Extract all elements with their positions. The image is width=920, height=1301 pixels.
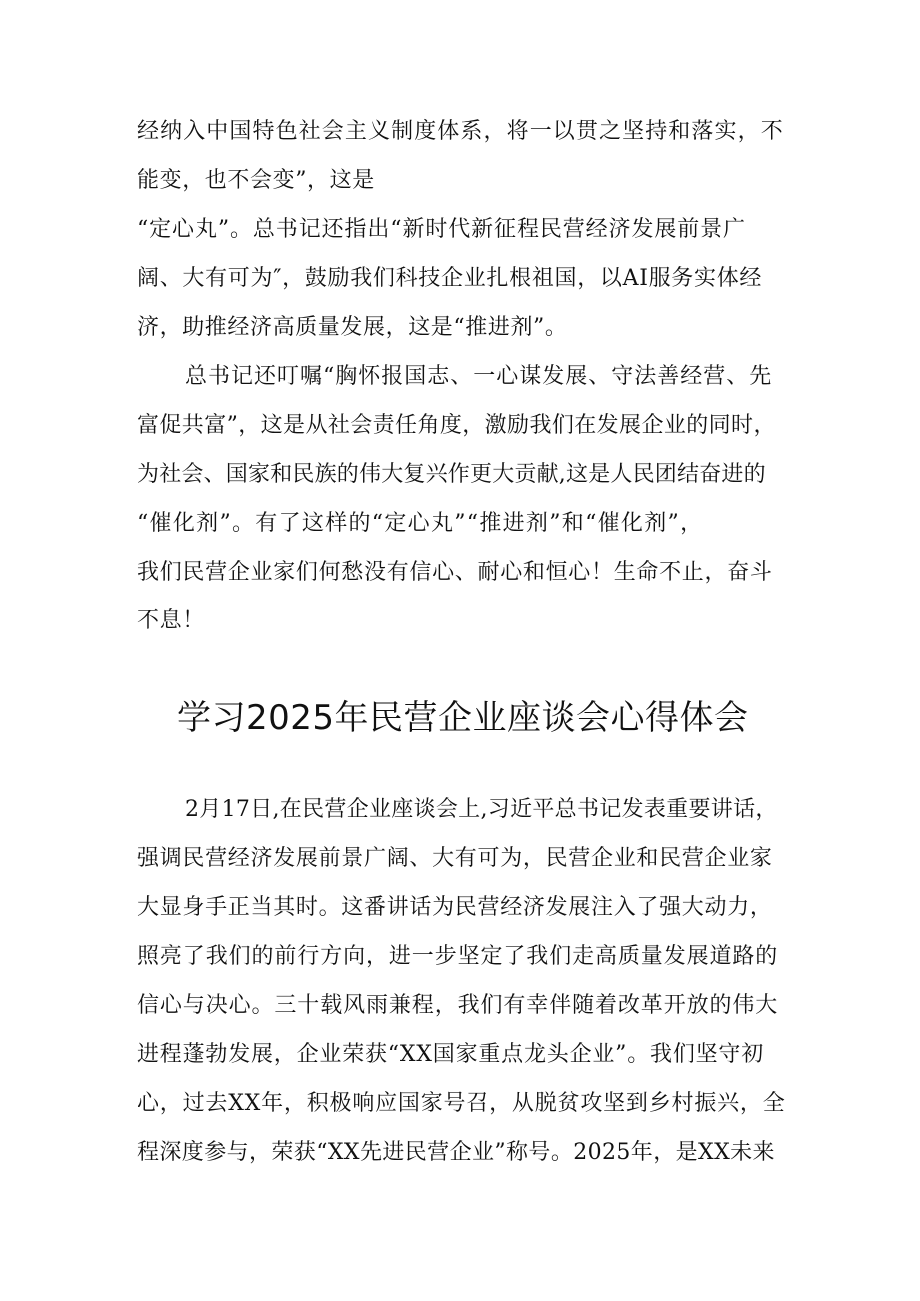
paragraph-line: 不息！ [137,608,205,633]
paragraph-line: 程深度参与，荣获“XX先进民营企业”称号。2025年，是XX未来 [137,1140,775,1165]
paragraph-line: 能变，也不会变”，这是 [137,168,375,193]
paragraph-line: 阔、大有可为″，鼓励我们科技企业扎根祖国，以AI服务实体经 [137,266,763,291]
paragraph-line: 为社会、国家和民族的伟大复兴作更大贡献,这是人民团结奋进的 [137,462,766,487]
paragraph-line: 大显身手正当其时。这番讲话为民营经济发展注入了强大动力， [137,895,773,920]
paragraph-line: 经纳入中国特色社会主义制度体系，将一以贯之坚持和落实，不 [137,119,784,144]
paragraph-line: 进程蓬勃发展，企业荣获“XX国家重点龙头企业”。我们坚守初 [137,1042,765,1067]
paragraph-line: 照亮了我们的前行方向，进一步坚定了我们走高质量发展道路的 [137,944,779,969]
paragraph-line: “催化剂”。有了这样的“定心丸”“推进剂”和“催化剂”， [137,511,704,536]
article-title: 学习2025年民营企业座谈会心得体会 [177,698,749,738]
paragraph-line: 济，助推经济高质量发展，这是“推进剂”。 [137,315,568,340]
paragraph-line: 富促共富”，这是从社会责任角度，激励我们在发展企业的同时， [137,413,776,438]
paragraph-line: 心，过去XX年，积极响应国家号召，从脱贫攻坚到乡村振兴，全 [137,1091,786,1116]
paragraph-line: 信心与决心。三十载风雨兼程，我们有幸伴随着改革开放的伟大 [137,993,779,1018]
paragraph-line: “定心丸”。总书记还指出“新时代新征程民营经济发展前景广 [137,217,746,242]
paragraph-line: 2月17日,在民营企业座谈会上,习近平总书记发表重要讲话， [185,797,778,822]
paragraph-line: 我们民营企业家们何愁没有信心、耐心和恒心！生命不止，奋斗 [137,560,773,585]
paragraph-line: 强调民营经济发展前景广阔、大有可为，民营企业和民营企业家 [137,846,773,871]
paragraph-line: 总书记还叮嘱“胸怀报国志、一心谋发展、守法善经营、先 [185,364,773,389]
